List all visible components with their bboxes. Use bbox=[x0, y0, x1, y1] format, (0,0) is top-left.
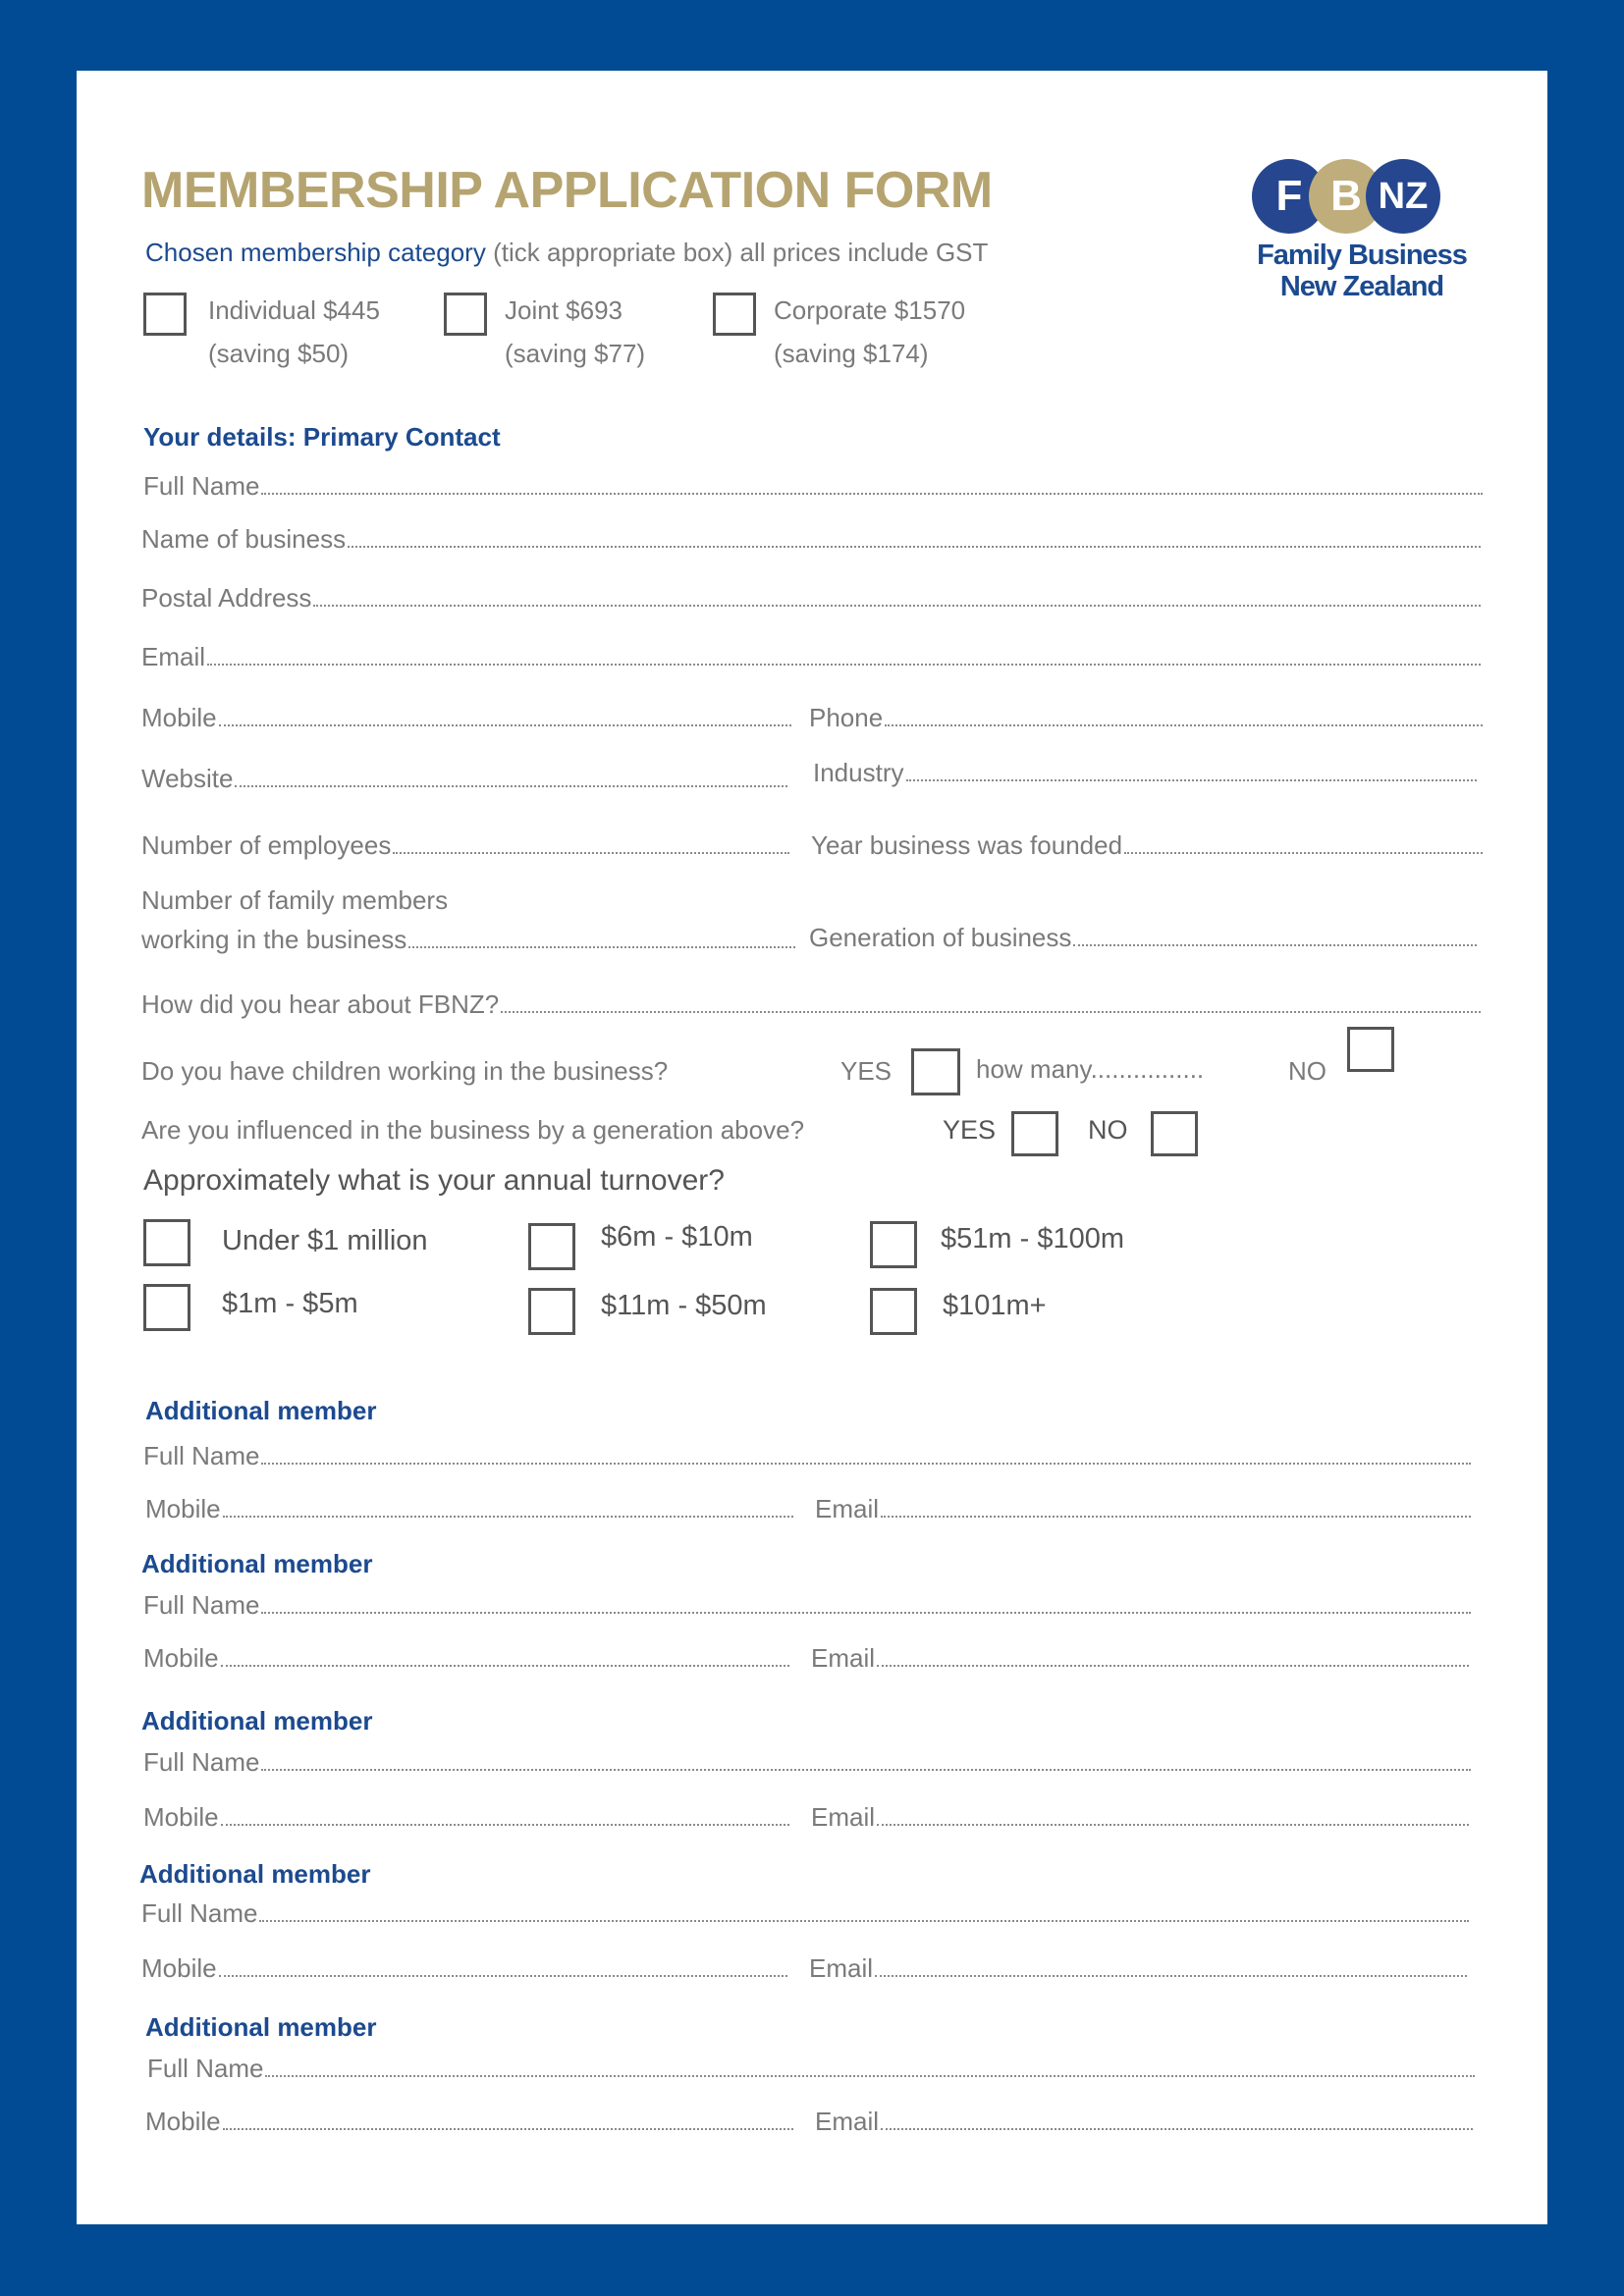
additional-member-5-full-name-field[interactable] bbox=[147, 2054, 1475, 2083]
industry-field[interactable] bbox=[813, 758, 1477, 787]
additional-member-1-mobile-label: Mobile bbox=[145, 1494, 221, 1523]
generation-label: Generation of business bbox=[809, 923, 1072, 952]
turnover-51m-100m-label: $51m - $100m bbox=[941, 1223, 1124, 1255]
additional-member-3-mobile-field[interactable] bbox=[143, 1802, 789, 1832]
family-members-label-line2: working in the business bbox=[141, 925, 407, 954]
full-name-field[interactable] bbox=[143, 471, 1483, 501]
hear-about-label: How did you hear about FBNZ? bbox=[141, 989, 500, 1019]
category-individual-saving: (saving $50) bbox=[208, 339, 350, 368]
children-no-label: NO bbox=[1288, 1056, 1326, 1086]
additional-member-3-full-name-field[interactable] bbox=[143, 1747, 1471, 1777]
additional-member-4-mobile-field[interactable] bbox=[141, 1953, 787, 1983]
additional-member-4-mobile-label: Mobile bbox=[141, 1953, 217, 1983]
turnover-51m-100m-checkbox[interactable] bbox=[870, 1221, 917, 1268]
business-name-field[interactable] bbox=[141, 524, 1481, 554]
additional-member-5-email-label: Email bbox=[815, 2107, 880, 2136]
category-joint-price: Joint $693 bbox=[505, 295, 623, 325]
additional-member-3-full-name-label: Full Name bbox=[143, 1747, 260, 1777]
generation-field[interactable] bbox=[809, 923, 1477, 952]
additional-member-4-email-field[interactable] bbox=[809, 1953, 1467, 1983]
additional-member-5-mobile-field[interactable] bbox=[145, 2107, 793, 2136]
additional-member-4-email-label: Email bbox=[809, 1953, 874, 1983]
phone-label: Phone bbox=[809, 703, 884, 732]
additional-member-5-email-field[interactable] bbox=[815, 2107, 1473, 2136]
additional-member-1-full-name-label: Full Name bbox=[143, 1441, 260, 1470]
turnover-1m-5m-checkbox[interactable] bbox=[143, 1284, 190, 1331]
additional-member-4-full-name-field[interactable] bbox=[141, 1898, 1469, 1928]
logo-line-2: New Zealand bbox=[1279, 271, 1444, 302]
category-individual-price: Individual $445 bbox=[208, 295, 380, 325]
additional-member-3-heading: Additional member bbox=[141, 1706, 373, 1735]
additional-member-5-heading: Additional member bbox=[145, 2012, 377, 2042]
additional-member-2-email-label: Email bbox=[811, 1643, 876, 1673]
logo-line-1: Family Business bbox=[1257, 240, 1467, 271]
additional-member-5-mobile-label: Mobile bbox=[145, 2107, 221, 2136]
children-yes-checkbox[interactable] bbox=[911, 1048, 960, 1095]
category-corporate-checkbox[interactable] bbox=[713, 293, 756, 336]
category-joint-label bbox=[505, 289, 645, 375]
influence-no-checkbox[interactable] bbox=[1151, 1111, 1198, 1156]
family-members-label-line1: Number of family members bbox=[141, 885, 449, 915]
logo-circle-f: F bbox=[1252, 159, 1326, 234]
website-field[interactable] bbox=[141, 764, 787, 793]
additional-member-3-email-label: Email bbox=[811, 1802, 876, 1832]
page-title: MEMBERSHIP APPLICATION FORM bbox=[141, 162, 993, 219]
category-joint-saving: (saving $77) bbox=[505, 339, 646, 368]
children-no-checkbox[interactable] bbox=[1347, 1027, 1394, 1072]
children-how-many-field[interactable]: how many................ bbox=[976, 1054, 1205, 1084]
additional-member-2-mobile-field[interactable] bbox=[143, 1643, 789, 1673]
full-name-label: Full Name bbox=[143, 471, 260, 501]
industry-label: Industry bbox=[813, 758, 904, 787]
postal-address-field[interactable] bbox=[141, 583, 1481, 613]
turnover-1m-5m-label: $1m - $5m bbox=[222, 1288, 358, 1319]
phone-field[interactable] bbox=[809, 703, 1483, 732]
additional-member-2-email-field[interactable] bbox=[811, 1643, 1469, 1673]
turnover-101m-plus-label: $101m+ bbox=[943, 1290, 1047, 1321]
category-individual-label bbox=[208, 289, 380, 375]
additional-member-4-full-name-label: Full Name bbox=[141, 1898, 258, 1928]
additional-member-1-email-field[interactable] bbox=[815, 1494, 1471, 1523]
fbnz-logo bbox=[1248, 159, 1476, 326]
turnover-6m-10m-checkbox[interactable] bbox=[528, 1223, 575, 1270]
logo-circle-b: B bbox=[1309, 159, 1383, 234]
influence-no-label: NO bbox=[1088, 1115, 1128, 1145]
website-label: Website bbox=[141, 764, 234, 793]
turnover-question: Approximately what is your annual turnover? bbox=[143, 1164, 725, 1197]
category-corporate-price: Corporate $1570 bbox=[774, 295, 966, 325]
turnover-11m-50m-checkbox[interactable] bbox=[528, 1288, 575, 1335]
children-yes-label: YES bbox=[840, 1056, 893, 1086]
logo-circle-nz: NZ bbox=[1366, 159, 1440, 234]
turnover-under-1m-label: Under $1 million bbox=[222, 1225, 428, 1256]
hear-about-field[interactable] bbox=[141, 989, 1481, 1019]
email-field[interactable] bbox=[141, 642, 1481, 671]
additional-member-1-heading: Additional member bbox=[145, 1396, 377, 1425]
category-intro-note: (tick appropriate box) all prices include GST bbox=[485, 238, 989, 267]
category-corporate-label bbox=[774, 289, 965, 375]
form-page bbox=[77, 71, 1547, 2224]
category-individual-checkbox[interactable] bbox=[143, 293, 187, 336]
year-founded-field[interactable] bbox=[811, 830, 1483, 860]
turnover-11m-50m-label: $11m - $50m bbox=[601, 1290, 767, 1321]
turnover-6m-10m-label: $6m - $10m bbox=[601, 1221, 753, 1253]
employees-field[interactable] bbox=[141, 830, 789, 860]
year-founded-label: Year business was founded bbox=[811, 830, 1123, 860]
category-joint-checkbox[interactable] bbox=[444, 293, 487, 336]
turnover-101m-plus-checkbox[interactable] bbox=[870, 1288, 917, 1335]
additional-member-2-heading: Additional member bbox=[141, 1549, 373, 1578]
children-question: Do you have children working in the business? bbox=[141, 1056, 669, 1086]
influence-question: Are you influenced in the business by a generation above? bbox=[141, 1115, 805, 1145]
influence-yes-checkbox[interactable] bbox=[1011, 1111, 1058, 1156]
employees-label: Number of employees bbox=[141, 830, 392, 860]
category-intro-label: Chosen membership category bbox=[145, 238, 486, 267]
email-label: Email bbox=[141, 642, 206, 671]
primary-contact-heading: Your details: Primary Contact bbox=[143, 422, 501, 452]
additional-member-1-email-label: Email bbox=[815, 1494, 880, 1523]
postal-address-label: Postal Address bbox=[141, 583, 312, 613]
turnover-under-1m-checkbox[interactable] bbox=[143, 1219, 190, 1266]
additional-member-3-email-field[interactable] bbox=[811, 1802, 1469, 1832]
category-intro bbox=[145, 238, 988, 268]
additional-member-1-full-name-field[interactable] bbox=[143, 1441, 1471, 1470]
influence-yes-label: YES bbox=[943, 1115, 997, 1145]
additional-member-2-mobile-label: Mobile bbox=[143, 1643, 219, 1673]
additional-member-2-full-name-field[interactable] bbox=[143, 1590, 1471, 1620]
additional-member-3-mobile-label: Mobile bbox=[143, 1802, 219, 1832]
mobile-label: Mobile bbox=[141, 703, 217, 732]
additional-member-5-full-name-label: Full Name bbox=[147, 2054, 264, 2083]
mobile-field[interactable] bbox=[141, 703, 791, 732]
additional-member-1-mobile-field[interactable] bbox=[145, 1494, 793, 1523]
business-name-label: Name of business bbox=[141, 524, 347, 554]
additional-member-4-heading: Additional member bbox=[139, 1859, 371, 1889]
family-members-field[interactable] bbox=[141, 925, 795, 954]
additional-member-2-full-name-label: Full Name bbox=[143, 1590, 260, 1620]
category-corporate-saving: (saving $174) bbox=[774, 339, 929, 368]
